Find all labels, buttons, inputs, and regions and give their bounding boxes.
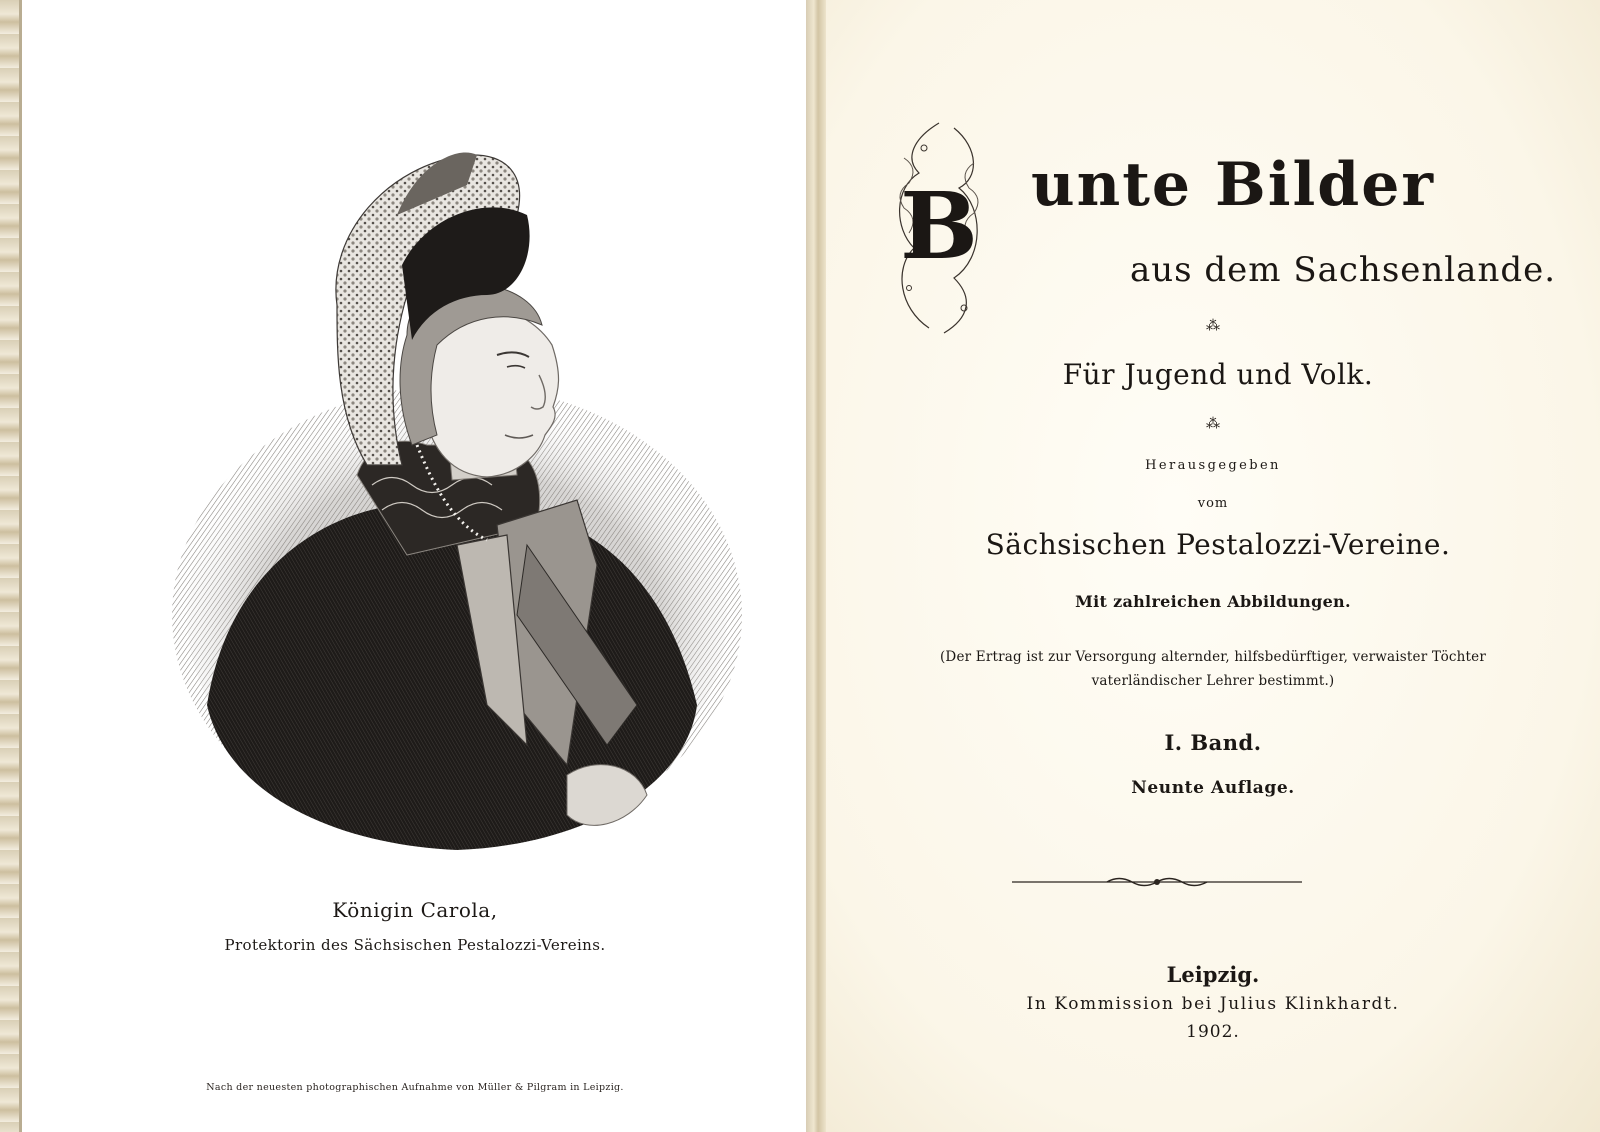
initial-letter: B bbox=[900, 172, 978, 280]
proceeds-note bbox=[826, 645, 1600, 693]
book-title: unte Bilder bbox=[1030, 150, 1436, 220]
proceeds-line-2: vaterländischer Lehrer bestimmt.) bbox=[1091, 673, 1335, 689]
book-subtitle: aus dem Sachsenlande. bbox=[1129, 250, 1557, 290]
ornament-1: ⁂ bbox=[1206, 318, 1220, 334]
audience-line: Für Jugend und Volk. bbox=[1062, 358, 1374, 391]
decorative-endpaper bbox=[0, 0, 22, 1132]
portrait-illustration bbox=[167, 145, 747, 855]
edited-by-line: Herausgegeben bbox=[1145, 458, 1281, 473]
proceeds-line-1: (Der Ertrag ist zur Versorgung alternder, hilfsbedürftiger, verwaister Töchter bbox=[939, 649, 1487, 665]
ornamental-rule bbox=[1012, 872, 1302, 892]
volume-number: I. Band. bbox=[1164, 730, 1262, 755]
ornament-2: ⁂ bbox=[1206, 416, 1220, 432]
portrait-caption-role: Protektorin des Sächsischen Pestalozzi-Vereins. bbox=[224, 936, 606, 954]
edition-note: Neunte Auflage. bbox=[1131, 778, 1295, 798]
left-page-frontispiece bbox=[22, 0, 808, 1132]
portrait-caption-name: Königin Carola, bbox=[332, 898, 498, 922]
book-gutter bbox=[806, 0, 828, 1132]
by-line: vom bbox=[1197, 496, 1229, 511]
right-page-title bbox=[826, 0, 1600, 1132]
society-name: Sächsischen Pestalozzi-Vereine. bbox=[985, 528, 1451, 561]
photo-credit: Nach der neuesten photographischen Aufnahme von Müller & Pilgram in Leipzig. bbox=[206, 1082, 624, 1093]
illustrations-note: Mit zahlreichen Abbildungen. bbox=[1075, 592, 1351, 611]
publication-place: Leipzig. bbox=[1166, 962, 1260, 987]
publisher-line: In Kommission bei Julius Klinkhardt. bbox=[1026, 994, 1400, 1014]
publication-year: 1902. bbox=[1186, 1022, 1240, 1042]
portrait-engraving bbox=[167, 145, 747, 855]
